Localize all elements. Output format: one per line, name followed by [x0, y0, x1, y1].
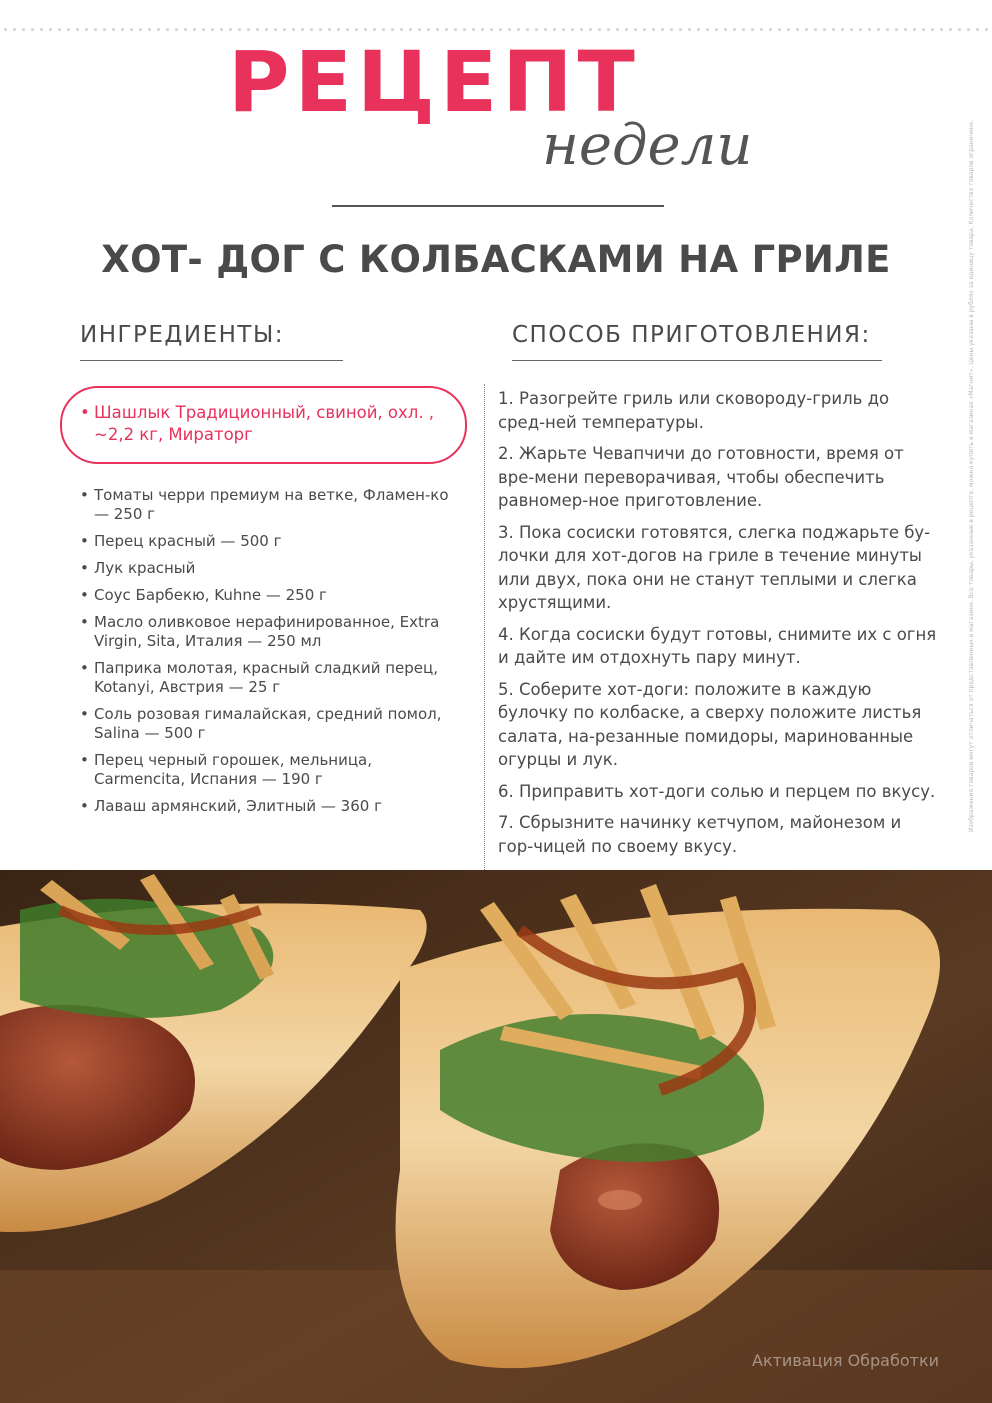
- ingredients-list: [80, 486, 460, 824]
- list-item: • Соль розовая гималайская, средний помол, Salina — 500 г: [80, 705, 460, 743]
- hot-dog-photo: [0, 870, 992, 1403]
- dot: [148, 28, 151, 31]
- dot: [940, 28, 943, 31]
- dot: [580, 28, 583, 31]
- highlighted-ingredient-text: Шашлык Традиционный, свиной, охл. , ~2,2 кг, Мираторг: [94, 403, 435, 444]
- dot: [589, 28, 592, 31]
- dot: [418, 28, 421, 31]
- dot: [598, 28, 601, 31]
- bullet-icon: •: [80, 403, 90, 422]
- dot: [499, 28, 502, 31]
- dot: [337, 28, 340, 31]
- dot: [328, 28, 331, 31]
- dot: [175, 28, 178, 31]
- dot: [445, 28, 448, 31]
- disclaimer-text: Изображения товаров могут отличаться от представленных в магазине. Все товары, указанные в рецепте, можно купить в магазинах «Магнит». Цены указаны в рублях за единицу товара. Количество товаров ограничено.: [968, 120, 975, 833]
- dot: [463, 28, 466, 31]
- dot: [958, 28, 961, 31]
- method-step: 2. Жарьте Чевапчичи до готовности, время от вре-мени переворачивая, чтобы обеспечить равномер-ное приготовление.: [498, 444, 904, 510]
- dot: [904, 28, 907, 31]
- method-divider: [512, 360, 882, 361]
- dot: [742, 28, 745, 31]
- dot: [616, 28, 619, 31]
- method-step: 5. Соберите хот-доги: положите в каждую булочку по колбаске, а сверху положите листья салата, на-резанные помидоры, маринованные огурцы и лук.: [498, 679, 922, 769]
- dot: [256, 28, 259, 31]
- method-step: 4. Когда сосиски будут готовы, снимите их с огня и дайте им отдохнуть пару минут.: [498, 624, 937, 667]
- method-steps: [498, 387, 940, 921]
- title-divider: [332, 205, 664, 207]
- dot: [679, 28, 682, 31]
- dot: [13, 28, 16, 31]
- list-item: • Лаваш армянский, Элитный — 360 г: [80, 797, 460, 816]
- dot: [229, 28, 232, 31]
- dot: [931, 28, 934, 31]
- dot: [427, 28, 430, 31]
- dot: [517, 28, 520, 31]
- dot: [778, 28, 781, 31]
- dot: [814, 28, 817, 31]
- dot: [373, 28, 376, 31]
- dot: [184, 28, 187, 31]
- dot: [760, 28, 763, 31]
- dot: [985, 28, 988, 31]
- list-item: • Соус Барбекю, Kuhne — 250 г: [80, 586, 460, 605]
- dot: [886, 28, 889, 31]
- dot: [652, 28, 655, 31]
- dot: [724, 28, 727, 31]
- dot: [895, 28, 898, 31]
- dot: [58, 28, 61, 31]
- dot: [211, 28, 214, 31]
- list-item: • Перец черный горошек, мельница, Carmencita, Испания — 190 г: [80, 751, 460, 789]
- dot: [526, 28, 529, 31]
- dot: [859, 28, 862, 31]
- dot: [355, 28, 358, 31]
- recipe-subtitle: недели: [542, 113, 753, 178]
- dot: [868, 28, 871, 31]
- dot: [913, 28, 916, 31]
- dot: [697, 28, 700, 31]
- dot: [688, 28, 691, 31]
- dot: [121, 28, 124, 31]
- dot: [130, 28, 133, 31]
- dot: [157, 28, 160, 31]
- dot: [301, 28, 304, 31]
- activation-watermark: Активация Обработки: [752, 1351, 940, 1370]
- dot: [922, 28, 925, 31]
- dot: [292, 28, 295, 31]
- method-step: 6. Приправить хот-доги солью и перцем по вкусу.: [498, 781, 936, 801]
- ingredients-heading: ИНГРЕДИЕНТЫ:: [80, 322, 285, 348]
- dot: [454, 28, 457, 31]
- dot: [661, 28, 664, 31]
- dot: [787, 28, 790, 31]
- dot: [364, 28, 367, 31]
- dot: [751, 28, 754, 31]
- highlighted-ingredient: [60, 386, 467, 464]
- dot: [508, 28, 511, 31]
- dot: [706, 28, 709, 31]
- dot: [832, 28, 835, 31]
- dot: [823, 28, 826, 31]
- dot: [535, 28, 538, 31]
- dot: [409, 28, 412, 31]
- dot: [481, 28, 484, 31]
- dot: [607, 28, 610, 31]
- ingredients-divider: [80, 360, 343, 361]
- dot: [346, 28, 349, 31]
- dot: [391, 28, 394, 31]
- dot: [769, 28, 772, 31]
- dish-title: ХОТ- ДОГ С КОЛБАСКАМИ НА ГРИЛЕ: [101, 238, 891, 281]
- method-step: 3. Пока сосиски готовятся, слегка поджарьте бу-лочки для хот-догов на гриле в течение минуты или двух, пока они не станут теплыми и слегка хрустящими.: [498, 522, 931, 612]
- dot: [283, 28, 286, 31]
- dot: [850, 28, 853, 31]
- list-item: • Паприка молотая, красный сладкий перец, Kotanyi, Австрия — 25 г: [80, 659, 460, 697]
- dot: [670, 28, 673, 31]
- list-item: • Томаты черри премиум на ветке, Фламен-ко — 250 г: [80, 486, 460, 524]
- dot: [571, 28, 574, 31]
- column-divider: [484, 384, 485, 886]
- dot: [31, 28, 34, 31]
- dot: [220, 28, 223, 31]
- dot: [310, 28, 313, 31]
- dot: [193, 28, 196, 31]
- dot: [85, 28, 88, 31]
- dot: [805, 28, 808, 31]
- dot: [94, 28, 97, 31]
- dot: [67, 28, 70, 31]
- dot: [4, 28, 7, 31]
- list-item: • Перец красный — 500 г: [80, 532, 460, 551]
- dot: [841, 28, 844, 31]
- dot: [949, 28, 952, 31]
- method-step: 7. Сбрызните начинку кетчупом, майонезом и гор-чицей по своему вкусу.: [498, 813, 902, 856]
- dot: [166, 28, 169, 31]
- dot: [472, 28, 475, 31]
- dot: [274, 28, 277, 31]
- dot: [49, 28, 52, 31]
- recipe-title: РЕЦЕПТ: [228, 33, 640, 131]
- dot: [139, 28, 142, 31]
- method-heading: СПОСОБ ПРИГОТОВЛЕНИЯ:: [512, 322, 871, 348]
- disclaimer-vertical: [968, 120, 980, 1330]
- dot: [76, 28, 79, 31]
- method-step: 1. Разогрейте гриль или сковороду-гриль до сред-ней температуры.: [498, 389, 890, 432]
- list-item: • Масло оливковое нерафинированное, Extra Virgin, Sita, Италия — 250 мл: [80, 613, 460, 651]
- list-item: • Лук красный: [80, 559, 460, 578]
- dot: [715, 28, 718, 31]
- dot: [877, 28, 880, 31]
- dot: [625, 28, 628, 31]
- dot: [967, 28, 970, 31]
- dot: [40, 28, 43, 31]
- dot: [238, 28, 241, 31]
- dot: [490, 28, 493, 31]
- dot: [634, 28, 637, 31]
- dot: [400, 28, 403, 31]
- dot: [796, 28, 799, 31]
- dot: [976, 28, 979, 31]
- dot: [103, 28, 106, 31]
- dot: [544, 28, 547, 31]
- dot: [247, 28, 250, 31]
- dot: [319, 28, 322, 31]
- dot: [265, 28, 268, 31]
- dot: [553, 28, 556, 31]
- dot: [112, 28, 115, 31]
- dot: [382, 28, 385, 31]
- dot: [22, 28, 25, 31]
- dot: [202, 28, 205, 31]
- dot: [436, 28, 439, 31]
- dot: [643, 28, 646, 31]
- dot: [733, 28, 736, 31]
- dot: [562, 28, 565, 31]
